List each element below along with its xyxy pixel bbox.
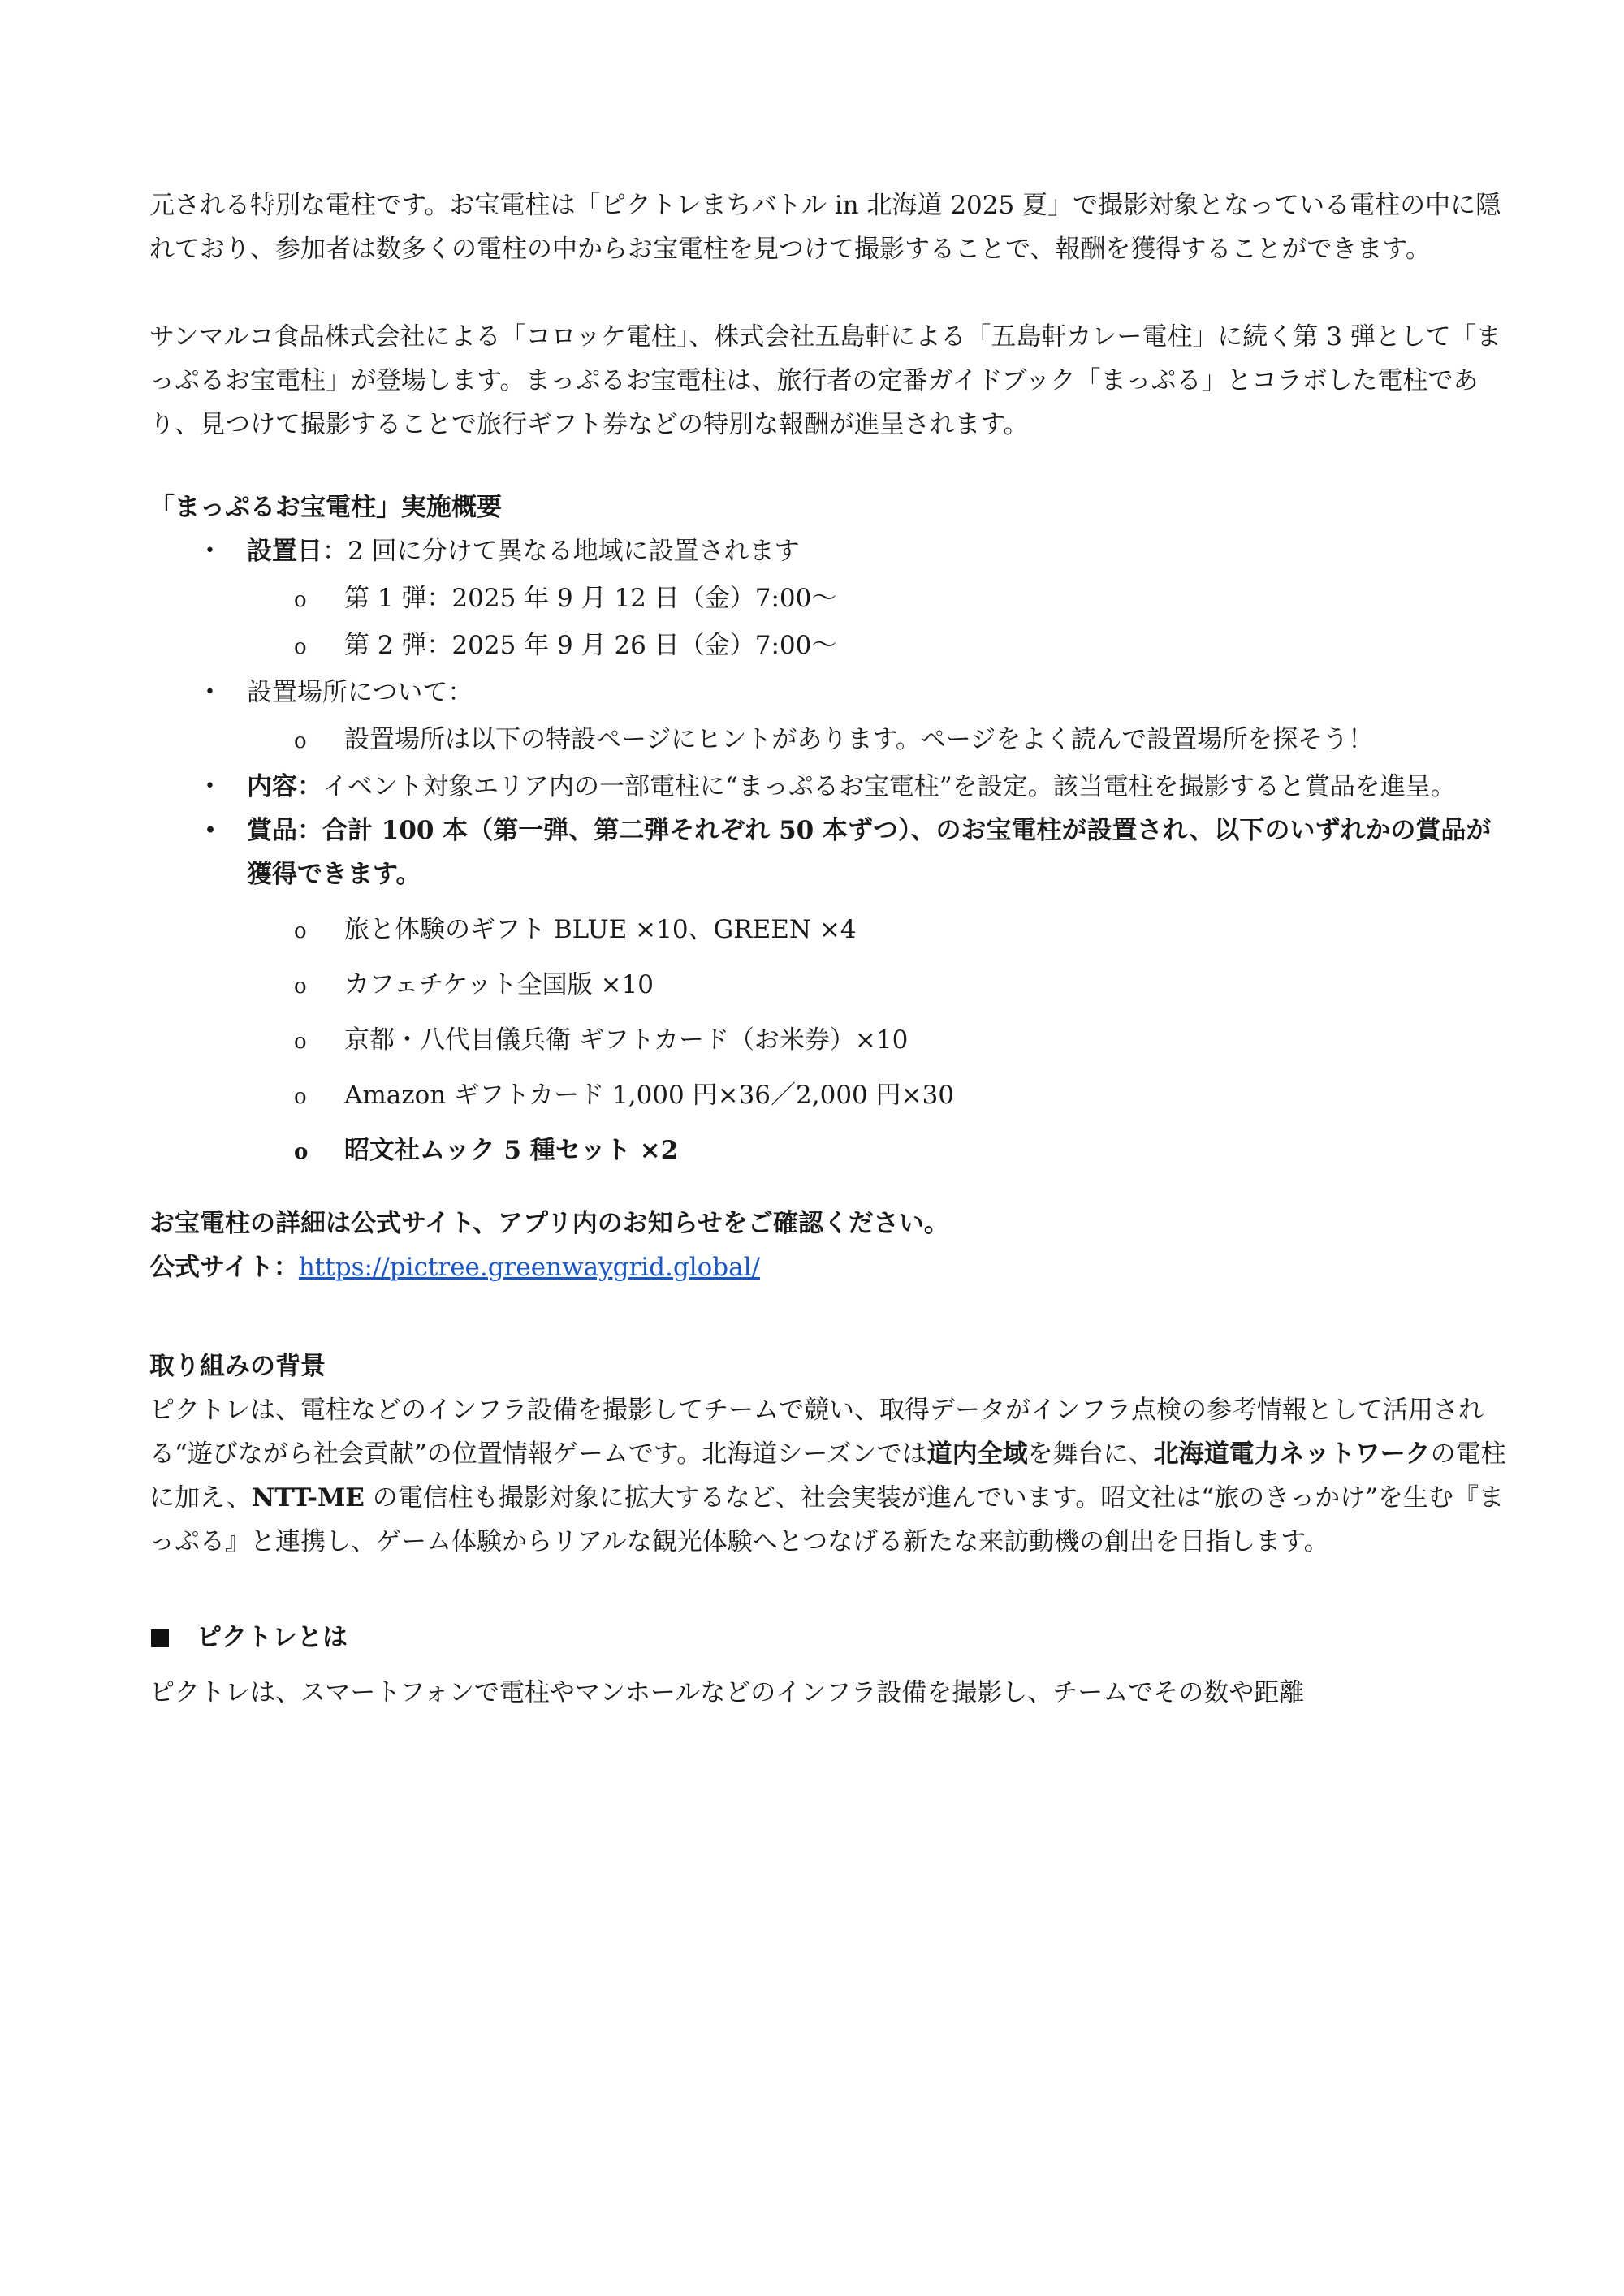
prize-item — [149, 963, 1514, 1007]
background-text: の電柱に加え、 — [149, 1439, 1506, 1513]
background-emphasis: 北海道電力ネットワーク — [1153, 1439, 1431, 1469]
official-site-label: 公式サイト： — [149, 1253, 299, 1282]
bullet-prizes — [149, 809, 1514, 896]
sub-item-second-round — [149, 624, 1514, 667]
sub-bullet-icon: o — [294, 635, 307, 659]
content-text: イベント対象エリア内の一部電柱に“まっぷるお宝電柱”を設定。該当電柱を撮影すると賞品を進呈。 — [322, 772, 1456, 801]
prize-item — [149, 1073, 1514, 1117]
about-heading: ピクトレとは — [197, 1623, 348, 1652]
prize-item-text: 京都・八代目儀兵衛 ギフトカード（お米券）×10 — [344, 1025, 909, 1055]
official-site-link[interactable]: https://pictree.greenwaygrid.global/ — [298, 1253, 760, 1282]
prize-item — [149, 908, 1514, 952]
prize-item — [149, 1018, 1514, 1062]
prize-item-text: 旅と体験のギフト BLUE ×10、GREEN ×4 — [344, 915, 857, 944]
background-text: の電信柱も撮影対象に拡大するなど、社会実装が進んでいます。昭文社は“旅のきっかけ”を生む『まっぷる』と連携し、ゲーム体験からリアルな観光体験へとつなげる新たな来訪動機の創出を目指します。 — [149, 1483, 1504, 1556]
background-emphasis: NTT-ME — [251, 1483, 365, 1513]
details-notice: お宝電柱の詳細は公式サイト、アプリ内のお知らせをご確認ください。 — [149, 1209, 949, 1238]
background-text: を舞台に、 — [1027, 1439, 1154, 1469]
intro-paragraph-2: サンマルコ食品株式会社による「コロッケ電柱」、株式会社五島軒による「五島軒カレー電柱」に続く第 3 弾として「まっぷるお宝電柱」が登場します。まっぷるお宝電柱は、旅行者の定番ガイドブック「まっぷる」とコラボした電柱であり、見つけて撮影することで旅行ギフト券などの特別な報酬が進呈されます。 — [149, 322, 1501, 439]
background-emphasis: 道内全域 — [926, 1439, 1028, 1469]
sub-bullet-icon: o — [294, 974, 307, 999]
install-date-text: ：2 回に分けて異なる地域に設置されます — [322, 537, 800, 566]
location-hint-text: 設置場所は以下の特設ページにヒントがあります。ページをよく読んで設置場所を探そう！ — [344, 725, 1374, 754]
about-heading-line — [149, 1616, 1514, 1659]
sub-bullet-icon: o — [294, 588, 307, 612]
bullet-content — [149, 765, 1514, 809]
sub-bullet-icon: o — [294, 729, 307, 753]
sub-item-location-hint — [149, 718, 1514, 762]
background-text: ピクトレは、電柱などのインフラ設備を撮影してチームで競い、取得データがインフラ点検の参考情報として活用される“遊びながら社会貢献”の位置情報ゲームです。北海道シーズンでは — [149, 1396, 1484, 1469]
prize-item-text: 昭文社ムック 5 種セット ×2 — [344, 1136, 679, 1165]
prize-item-text: Amazon ギフトカード 1,000 円×36／2,000 円×30 — [344, 1081, 955, 1110]
prize-item-text: カフェチケット全国版 ×10 — [344, 970, 654, 999]
square-bullet-icon — [151, 1629, 169, 1647]
sub-bullet-icon: o — [294, 1029, 307, 1054]
bullet-icon: • — [205, 682, 215, 702]
about-paragraph: ピクトレは、スマートフォンで電柱やマンホールなどのインフラ設備を撮影し、チームでその数や距離 — [149, 1678, 1305, 1707]
first-round-text: 第 1 弾：2025 年 9 月 12 日（金）7:00〜 — [344, 584, 837, 613]
bullet-icon: • — [205, 820, 217, 841]
document-page — [149, 183, 1514, 1715]
bullet-icon: • — [205, 776, 215, 796]
sub-bullet-icon: o — [294, 1085, 307, 1109]
install-location-text: 設置場所について： — [247, 678, 473, 707]
overview-heading: 「まっぷるお宝電柱」実施概要 — [149, 493, 502, 522]
background-heading: 取り組みの背景 — [149, 1352, 326, 1381]
install-date-label: 設置日 — [247, 537, 322, 566]
bullet-icon: • — [205, 541, 215, 561]
background-paragraph — [149, 1388, 1514, 1564]
sub-item-first-round — [149, 576, 1514, 620]
intro-paragraph-1: 元される特別な電柱です。お宝電柱は「ピクトレまちバトル in 北海道 2025 夏」で撮影対象となっている電柱の中に隠れており、参加者は数多くの電柱の中からお宝電柱を見つけて撮影することで、報酬を獲得することができます。 — [149, 191, 1501, 264]
official-site-line — [149, 1245, 1514, 1289]
sub-bullet-icon: o — [294, 919, 307, 943]
bullet-install-date — [149, 529, 1514, 573]
prize-item — [149, 1129, 1514, 1172]
bullet-install-location — [149, 671, 1514, 714]
prizes-text: 賞品：合計 100 本（第一弾、第二弾それぞれ 50 本ずつ）、のお宝電柱が設置され、以下のいずれかの賞品が獲得できます。 — [247, 816, 1492, 889]
sub-bullet-icon: o — [294, 1140, 309, 1164]
content-label: 内容： — [247, 772, 322, 801]
second-round-text: 第 2 弾：2025 年 9 月 26 日（金）7:00〜 — [344, 631, 837, 660]
